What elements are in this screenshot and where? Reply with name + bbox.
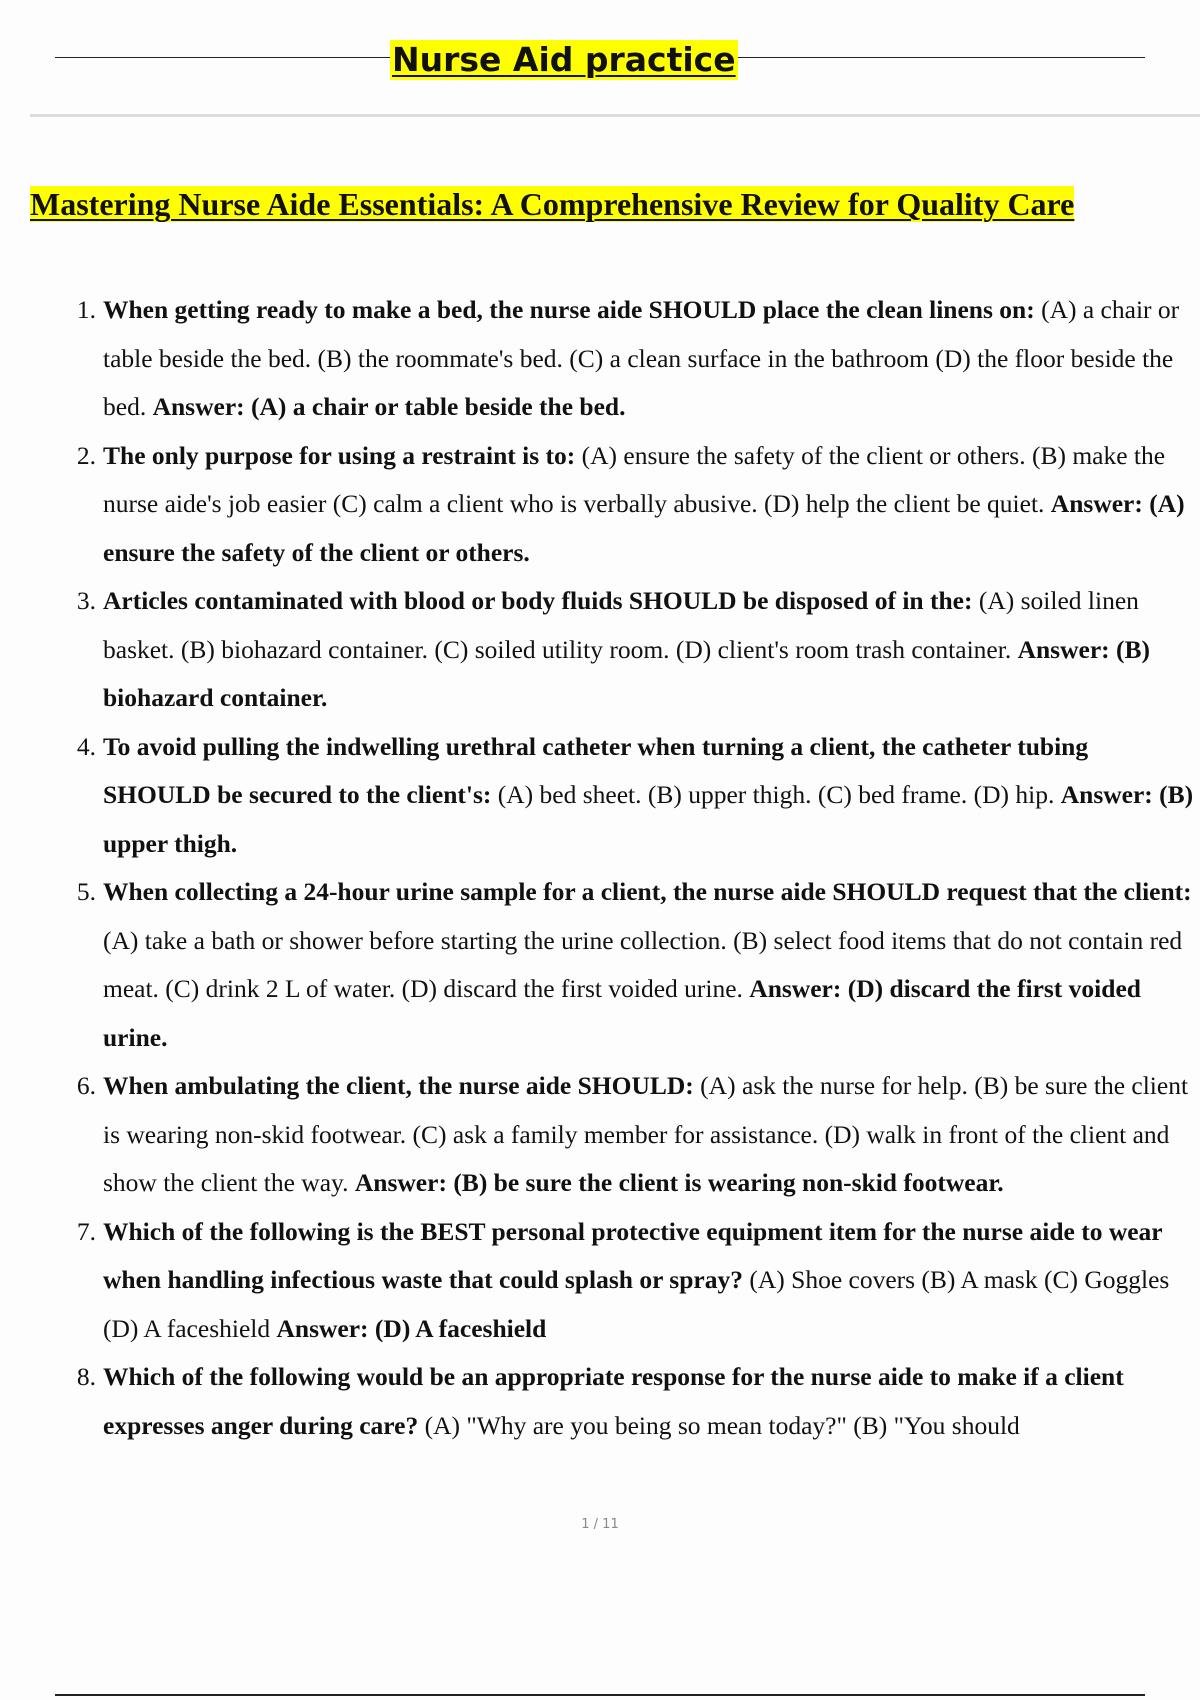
question-options: (A) soiled linen basket. (B) biohazard container. (C) soiled utility room. (D) client's room trash container. [103, 586, 1139, 664]
question-answer: Answer: (D) discard the first voided urine. [103, 974, 1141, 1052]
question-number: 8. [76, 1362, 96, 1391]
document-title [30, 183, 1160, 225]
question-item-8 [76, 1353, 1200, 1450]
question-answer: Answer: (B) upper thigh. [103, 780, 1194, 858]
question-options: (A) ensure the safety of the client or others. (B) make the nurse aide's job easier (C) calm a client who is verbally abusive. (D) help the client be quiet. [103, 440, 1166, 518]
page-header [55, 40, 1145, 80]
question-answer: Answer: (D) A faceshield [276, 1313, 547, 1343]
question-options: (A) bed sheet. (B) upper thigh. (C) bed frame. (D) hip. [497, 780, 1055, 809]
question-stem: To avoid pulling the indwelling urethral catheter when turning a client, the catheter tubing SHOULD be secured to the client's: [103, 731, 1089, 809]
page-indicator: 1 / 11 [581, 1517, 619, 1532]
document-title-text: Mastering Nurse Aide Essentials: A Comprehensive Review for Quality Care [30, 186, 1075, 222]
question-item-2 [76, 432, 1200, 578]
question-number: 7. [76, 1216, 96, 1246]
question-item-7 [76, 1208, 1200, 1354]
question-number: 2. [76, 440, 96, 470]
header-divider [30, 114, 1200, 117]
question-item-4 [76, 723, 1200, 869]
question-answer: Answer: (A) a chair or table beside the bed. [152, 392, 626, 421]
question-list [76, 286, 1200, 1450]
question-options: (A) ask the nurse for help. (B) be sure the client is wearing non-skid footwear. (C) ask a family member for assistance. (D) walk in front of the client and show the client the way. [103, 1071, 1189, 1197]
question-item-3 [76, 577, 1200, 723]
question-answer: Answer: (A) ensure the safety of the client or others. [103, 489, 1185, 567]
question-stem: When collecting a 24-hour urine sample for a client, the nurse aide SHOULD request that the client: [103, 877, 1192, 906]
question-item-1 [76, 286, 1200, 432]
question-number: 1. [76, 295, 96, 324]
question-number: 4. [76, 731, 96, 761]
footer-rule [55, 1694, 1145, 1696]
question-stem: The only purpose for using a restraint is to: [103, 440, 576, 470]
question-number: 3. [76, 586, 96, 615]
question-number: 6. [76, 1071, 96, 1100]
question-answer: Answer: (B) biohazard container. [103, 634, 1151, 712]
question-item-5 [76, 868, 1200, 1062]
header-title: Nurse Aid practice [392, 40, 736, 79]
question-stem: Articles contaminated with blood or body fluids SHOULD be disposed of in the: [103, 586, 973, 615]
question-options: (A) a chair or table beside the bed. (B) the roommate's bed. (C) a clean surface in the bathroom (D) the floor beside the bed. [103, 295, 1180, 421]
question-item-6 [76, 1062, 1200, 1208]
question-stem: Which of the following is the BEST personal protective equipment item for the nurse aide to wear when handling infectious waste that could splash or spray? [103, 1216, 1163, 1294]
question-number: 5. [76, 877, 96, 906]
question-options: (A) Shoe covers (B) A mask (C) Goggles (D) A faceshield [103, 1265, 1170, 1343]
question-stem: Which of the following would be an appropriate response for the nurse aide to make if a client expresses anger during care? [103, 1362, 1124, 1440]
question-stem: When ambulating the client, the nurse aide SHOULD: [103, 1071, 694, 1100]
question-options: (A) take a bath or shower before starting the urine collection. (B) select food items that do not contain red meat. (C) drink 2 L of water. (D) discard the first voided urine. [103, 925, 1183, 1003]
question-answer: Answer: (B) be sure the client is wearing non-skid footwear. [354, 1168, 1004, 1197]
question-stem: When getting ready to make a bed, the nurse aide SHOULD place the clean linens on: [103, 295, 1035, 324]
question-options: (A) "Why are you being so mean today?" (B) "You should [424, 1410, 1020, 1440]
